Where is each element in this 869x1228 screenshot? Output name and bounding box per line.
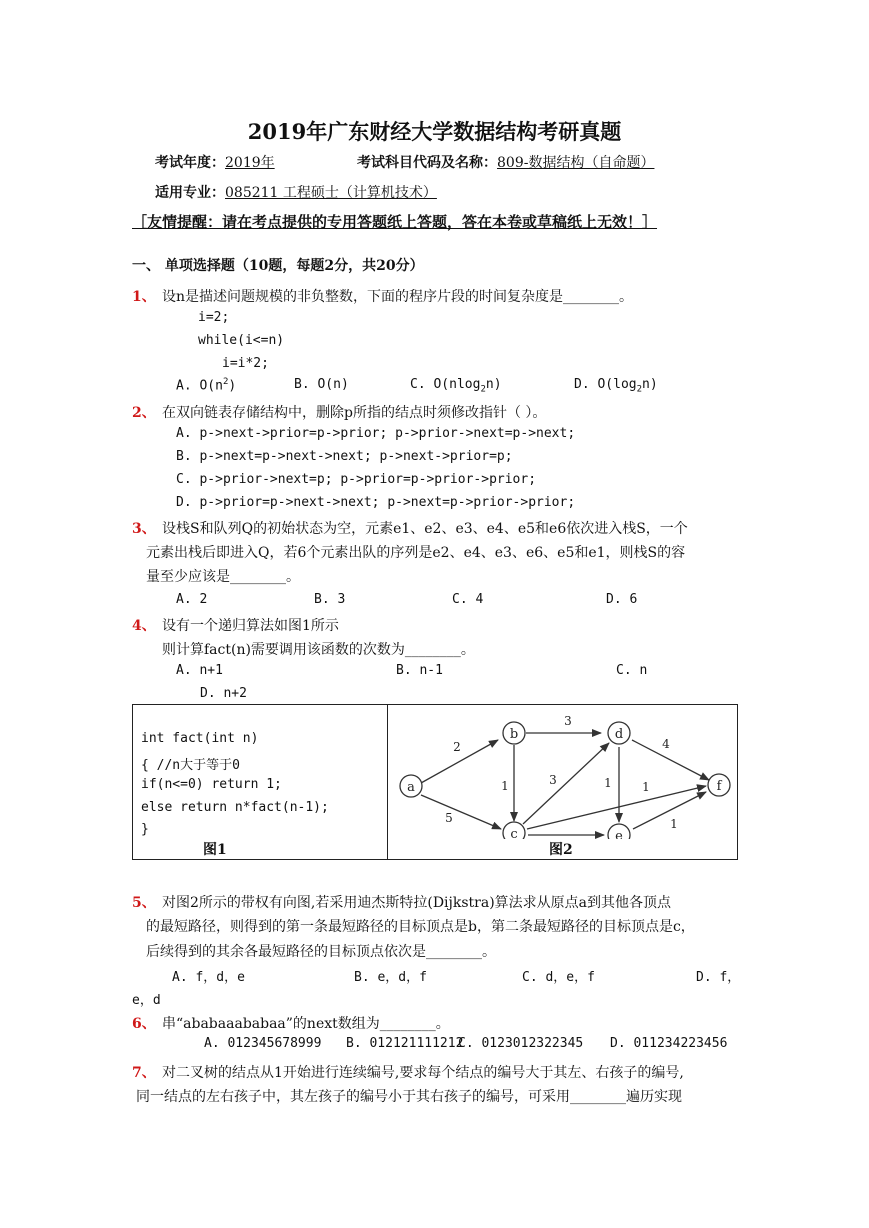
exam-subject-value: 809-数据结构（自命题） [497, 155, 655, 171]
option-a: A. n+1 [176, 663, 223, 678]
question-text: 设有一个递归算法如图1所示 [162, 618, 339, 634]
weight-bd: 3 [564, 714, 572, 728]
option-a: A. 012345678999 [204, 1036, 322, 1051]
question-text: 后续得到的其余各最短路径的目标顶点依次是________。 [146, 944, 496, 960]
question-text: 设n是描述问题规模的非负整数，下面的程序片段的时间复杂度是________。 [162, 289, 634, 305]
option-a: A. p->next->prior=p->prior; p->prior->next=p->next; [176, 426, 576, 441]
option-d: D. $O(\log_2n)$ [574, 377, 658, 395]
question-number: 7、 [132, 1065, 156, 1081]
exam-year-label: 考试年度： [155, 155, 225, 171]
node-label-d: d [614, 727, 624, 742]
node-label-a: a [407, 780, 415, 795]
fig1-code-line: { //n大于等于0 [141, 758, 240, 773]
question-text: 对图2所示的带权有向图,若采用迪杰斯特拉(Dijkstra)算法求从原点a到其他各顶点 [162, 895, 672, 911]
option-b: B. n-1 [396, 663, 443, 678]
code-line: while(i<=n) [198, 333, 285, 348]
fig1-code-line: else return n*fact(n-1); [141, 800, 329, 815]
option-a: A. 2 [176, 592, 208, 607]
option-c: C. O(nlog$_2$n) [410, 377, 502, 395]
option-d-continued: e，d [132, 993, 161, 1008]
question-text: 元素出栈后即进入Q，若6个元素出队的序列是e2、e4、e3、e6、e5和e1，则栈S的容 [146, 545, 686, 561]
weight-ac: 5 [445, 811, 453, 825]
exam-subject-label: 考试科目代码及名称： [357, 155, 497, 171]
node-label-e: e [615, 829, 623, 839]
exam-major-label: 适用专业： [155, 185, 225, 201]
option-a: A. $O(n^2)$ [176, 377, 237, 394]
question-number: 5、 [132, 895, 156, 911]
node-label-f: f [716, 779, 722, 794]
section-heading: 一、 单项选择题（10题，每题2分，共20分） [132, 258, 424, 274]
exam-major-value: 085211 工程硕士（计算机技术） [225, 185, 437, 201]
option-d: D. 6 [606, 592, 638, 607]
option-b: B. e，d，f [354, 970, 427, 985]
code-line: i=2; [198, 310, 230, 325]
option-d: D. 011234223456 [610, 1036, 728, 1051]
question-number: 3、 [132, 521, 156, 537]
question-number: 2、 [132, 405, 156, 421]
fig1-caption: 图1 [203, 842, 227, 858]
code-line: i=i*2; [222, 356, 269, 371]
option-b: B. 3 [314, 592, 346, 607]
question-number: 4、 [132, 618, 156, 634]
question-text: 同一结点的左右孩子中，其左孩子的编号小于其右孩子的编号，可采用________遍历实现 [136, 1089, 682, 1105]
figure-box [132, 704, 738, 860]
option-b: B. O(n) [294, 377, 349, 392]
weight-ef: 1 [670, 817, 678, 831]
question-text: 量至少应该是________。 [146, 569, 300, 585]
option-c: C. 0123012322345 [458, 1036, 584, 1051]
question-text: 串“ababaaababaa”的next数组为________。 [162, 1016, 450, 1032]
option-b: B. 012121111212 [346, 1036, 464, 1051]
fig1-code-line: int fact(int n) [141, 731, 259, 746]
edge-df [632, 740, 709, 780]
option-c: C. d，e，f [522, 970, 595, 985]
edge-cf [527, 786, 706, 829]
question-text: 对二叉树的结点从1开始进行连续编号,要求每个结点的编号大于其左、右孩子的编号, [162, 1065, 684, 1081]
option-d: D. p->prior=p->next->next; p->next=p->prior->prior; [176, 495, 576, 510]
exam-subject [357, 152, 654, 172]
question-text: 设栈S和队列Q的初始状态为空，元素e1、e2、e3、e4、e5和e6依次进入栈S，一个 [162, 521, 688, 537]
weight-cf: 1 [642, 780, 650, 794]
option-d: D. f， [696, 970, 741, 985]
option-b: B. p->next=p->next->next; p->next->prior=p; [176, 449, 513, 464]
fig2-caption: 图2 [549, 842, 573, 858]
question-text: 的最短路径，则得到的第一条最短路径的目标顶点是b，第二条最短路径的目标顶点是c， [146, 919, 695, 935]
page-title: 2019年广东财经大学数据结构考研真题 [247, 119, 622, 144]
question-number: 6、 [132, 1016, 156, 1032]
fig1-code-line: } [141, 822, 149, 837]
notice: ［友情提醒：请在考点提供的专用答题纸上答题，答在本卷或草稿纸上无效！］ [132, 213, 658, 231]
node-label-c: c [510, 827, 518, 839]
weight-df: 4 [662, 737, 670, 751]
question-number: 1、 [132, 289, 156, 305]
fig1-code-line: if(n<=0) return 1; [141, 777, 282, 792]
question-text: 则计算fact(n)需要调用该函数的次数为________。 [162, 642, 475, 658]
question-text: 在双向链表存储结构中，删除p所指的结点时须修改指针（ ）。 [162, 405, 547, 421]
weight-de: 1 [604, 776, 612, 790]
option-c: C. p->prior->next=p; p->prior=p->prior->prior; [176, 472, 537, 487]
option-a: A. f，d，e [172, 970, 245, 985]
weight-ab: 2 [453, 740, 461, 754]
option-d: D. n+2 [200, 686, 247, 701]
weight-bc: 1 [501, 779, 509, 793]
exam-year-value: 2019年 [225, 155, 275, 171]
exam-year [155, 152, 275, 172]
option-c: C. 4 [452, 592, 484, 607]
option-c: C. n [616, 663, 648, 678]
weight-cd: 3 [549, 773, 557, 787]
graph-diagram [388, 705, 737, 839]
exam-major [155, 182, 437, 202]
edge-ac [421, 795, 501, 829]
node-label-b: b [509, 727, 519, 742]
